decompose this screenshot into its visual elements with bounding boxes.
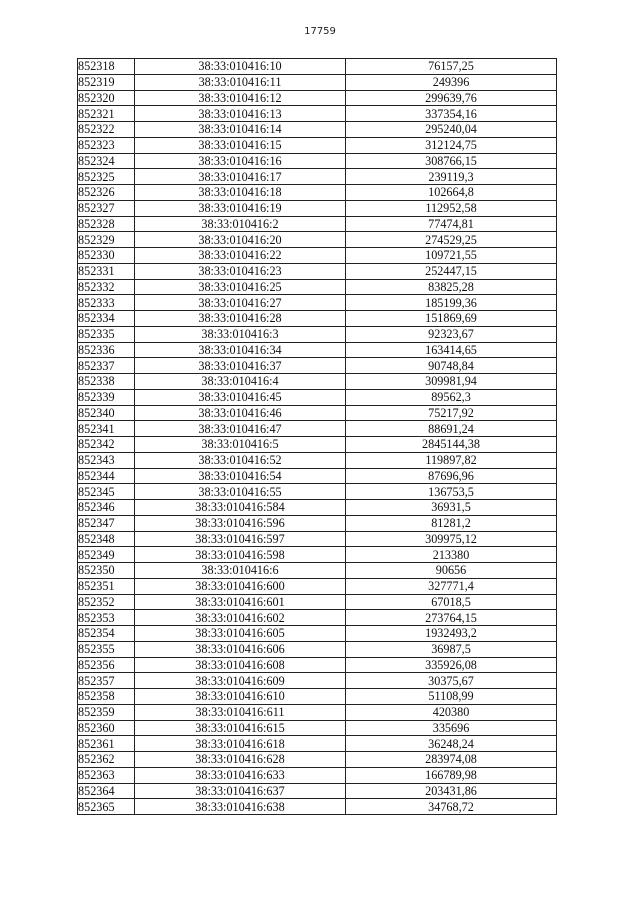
value-cell: 92323,67 [346,326,557,342]
cadastral-number-cell: 38:33:010416:4 [135,374,346,390]
record-number-cell: 852322 [78,122,135,138]
record-number-cell: 852359 [78,704,135,720]
table-row [78,106,557,122]
record-number-cell: 852354 [78,626,135,642]
value-cell: 76157,25 [346,59,557,75]
value-cell: 163414,65 [346,342,557,358]
record-number-cell: 852337 [78,358,135,374]
cadastral-number-cell: 38:33:010416:611 [135,704,346,720]
record-number-cell: 852342 [78,437,135,453]
value-cell: 90656 [346,563,557,579]
record-number-cell: 852326 [78,185,135,201]
table-row [78,578,557,594]
record-number-cell: 852321 [78,106,135,122]
cadastral-number-cell: 38:33:010416:2 [135,216,346,232]
table-row [78,326,557,342]
cadastral-number-cell: 38:33:010416:23 [135,263,346,279]
value-cell: 102664,8 [346,185,557,201]
table-row [78,421,557,437]
cadastral-number-cell: 38:33:010416:34 [135,342,346,358]
value-cell: 30375,67 [346,673,557,689]
value-cell: 151869,69 [346,311,557,327]
record-number-cell: 852333 [78,295,135,311]
page-number: 17759 [304,26,336,37]
table-row [78,531,557,547]
cadastral-number-cell: 38:33:010416:25 [135,279,346,295]
record-number-cell: 852360 [78,720,135,736]
value-cell: 239119,3 [346,169,557,185]
value-cell: 90748,84 [346,358,557,374]
cadastral-number-cell: 38:33:010416:596 [135,515,346,531]
value-cell: 335926,08 [346,657,557,673]
value-cell: 299639,76 [346,90,557,106]
table-row [78,720,557,736]
cadastral-number-cell: 38:33:010416:12 [135,90,346,106]
cadastral-number-cell: 38:33:010416:609 [135,673,346,689]
table-row [78,547,557,563]
table-row [78,90,557,106]
record-number-cell: 852345 [78,484,135,500]
table-row [78,752,557,768]
table-row [78,74,557,90]
table-row [78,452,557,468]
record-number-cell: 852338 [78,374,135,390]
cadastral-number-cell: 38:33:010416:45 [135,389,346,405]
cadastral-table [77,58,557,815]
cadastral-number-cell: 38:33:010416:47 [135,421,346,437]
value-cell: 83825,28 [346,279,557,295]
cadastral-number-cell: 38:33:010416:22 [135,248,346,264]
table-row [78,626,557,642]
record-number-cell: 852361 [78,736,135,752]
table-body [78,59,557,815]
record-number-cell: 852363 [78,767,135,783]
table-row [78,169,557,185]
cadastral-number-cell: 38:33:010416:637 [135,783,346,799]
record-number-cell: 852331 [78,263,135,279]
value-cell: 2845144,38 [346,437,557,453]
record-number-cell: 852356 [78,657,135,673]
table-row [78,311,557,327]
table-row [78,279,557,295]
cadastral-number-cell: 38:33:010416:598 [135,547,346,563]
value-cell: 249396 [346,74,557,90]
cadastral-number-cell: 38:33:010416:633 [135,767,346,783]
table-row [78,704,557,720]
value-cell: 309981,94 [346,374,557,390]
table-row [78,515,557,531]
table-row [78,405,557,421]
table-row [78,594,557,610]
record-number-cell: 852340 [78,405,135,421]
value-cell: 420380 [346,704,557,720]
record-number-cell: 852344 [78,468,135,484]
value-cell: 166789,98 [346,767,557,783]
cadastral-number-cell: 38:33:010416:18 [135,185,346,201]
record-number-cell: 852319 [78,74,135,90]
table-row [78,468,557,484]
value-cell: 36248,24 [346,736,557,752]
table-row [78,610,557,626]
value-cell: 1932493,2 [346,626,557,642]
cadastral-number-cell: 38:33:010416:584 [135,500,346,516]
table-row [78,484,557,500]
cadastral-number-cell: 38:33:010416:602 [135,610,346,626]
record-number-cell: 852358 [78,689,135,705]
table-row [78,153,557,169]
record-number-cell: 852349 [78,547,135,563]
value-cell: 335696 [346,720,557,736]
value-cell: 89562,3 [346,389,557,405]
value-cell: 88691,24 [346,421,557,437]
table-row [78,295,557,311]
value-cell: 309975,12 [346,531,557,547]
cadastral-number-cell: 38:33:010416:3 [135,326,346,342]
value-cell: 77474,81 [346,216,557,232]
record-number-cell: 852365 [78,799,135,815]
cadastral-number-cell: 38:33:010416:605 [135,626,346,642]
cadastral-number-cell: 38:33:010416:6 [135,563,346,579]
table-row [78,437,557,453]
cadastral-number-cell: 38:33:010416:628 [135,752,346,768]
record-number-cell: 852324 [78,153,135,169]
value-cell: 51108,99 [346,689,557,705]
record-number-cell: 852336 [78,342,135,358]
cadastral-number-cell: 38:33:010416:5 [135,437,346,453]
cadastral-number-cell: 38:33:010416:52 [135,452,346,468]
table-row [78,767,557,783]
value-cell: 136753,5 [346,484,557,500]
record-number-cell: 852355 [78,641,135,657]
value-cell: 327771,4 [346,578,557,594]
record-number-cell: 852330 [78,248,135,264]
value-cell: 87696,96 [346,468,557,484]
table-row [78,374,557,390]
cadastral-number-cell: 38:33:010416:10 [135,59,346,75]
table-row [78,263,557,279]
cadastral-number-cell: 38:33:010416:615 [135,720,346,736]
table-row [78,641,557,657]
value-cell: 203431,86 [346,783,557,799]
value-cell: 295240,04 [346,122,557,138]
cadastral-number-cell: 38:33:010416:15 [135,137,346,153]
cadastral-number-cell: 38:33:010416:20 [135,232,346,248]
record-number-cell: 852335 [78,326,135,342]
record-number-cell: 852334 [78,311,135,327]
record-number-cell: 852362 [78,752,135,768]
record-number-cell: 852350 [78,563,135,579]
value-cell: 274529,25 [346,232,557,248]
table-row [78,248,557,264]
cadastral-number-cell: 38:33:010416:597 [135,531,346,547]
value-cell: 67018,5 [346,594,557,610]
table-row [78,200,557,216]
record-number-cell: 852343 [78,452,135,468]
value-cell: 185199,36 [346,295,557,311]
record-number-cell: 852318 [78,59,135,75]
cadastral-number-cell: 38:33:010416:13 [135,106,346,122]
table-row [78,689,557,705]
cadastral-number-cell: 38:33:010416:19 [135,200,346,216]
record-number-cell: 852351 [78,578,135,594]
cadastral-number-cell: 38:33:010416:610 [135,689,346,705]
value-cell: 337354,16 [346,106,557,122]
cadastral-number-cell: 38:33:010416:608 [135,657,346,673]
table-row [78,389,557,405]
record-number-cell: 852339 [78,389,135,405]
table-row [78,59,557,75]
value-cell: 36931,5 [346,500,557,516]
table-row [78,736,557,752]
cadastral-number-cell: 38:33:010416:17 [135,169,346,185]
record-number-cell: 852364 [78,783,135,799]
record-number-cell: 852328 [78,216,135,232]
value-cell: 36987,5 [346,641,557,657]
table-row [78,500,557,516]
table-row [78,185,557,201]
value-cell: 119897,82 [346,452,557,468]
record-number-cell: 852320 [78,90,135,106]
value-cell: 112952,58 [346,200,557,216]
table-row [78,342,557,358]
value-cell: 283974,08 [346,752,557,768]
cadastral-number-cell: 38:33:010416:46 [135,405,346,421]
cadastral-number-cell: 38:33:010416:618 [135,736,346,752]
record-number-cell: 852341 [78,421,135,437]
value-cell: 213380 [346,547,557,563]
record-number-cell: 852352 [78,594,135,610]
table-row [78,673,557,689]
cadastral-number-cell: 38:33:010416:606 [135,641,346,657]
table-row [78,358,557,374]
table-row [78,122,557,138]
value-cell: 34768,72 [346,799,557,815]
cadastral-number-cell: 38:33:010416:28 [135,311,346,327]
value-cell: 252447,15 [346,263,557,279]
value-cell: 81281,2 [346,515,557,531]
value-cell: 75217,92 [346,405,557,421]
cadastral-number-cell: 38:33:010416:27 [135,295,346,311]
record-number-cell: 852353 [78,610,135,626]
table-row [78,657,557,673]
record-number-cell: 852325 [78,169,135,185]
cadastral-number-cell: 38:33:010416:16 [135,153,346,169]
value-cell: 312124,75 [346,137,557,153]
value-cell: 109721,55 [346,248,557,264]
value-cell: 273764,15 [346,610,557,626]
cadastral-number-cell: 38:33:010416:55 [135,484,346,500]
cadastral-number-cell: 38:33:010416:11 [135,74,346,90]
record-number-cell: 852347 [78,515,135,531]
record-number-cell: 852346 [78,500,135,516]
cadastral-number-cell: 38:33:010416:14 [135,122,346,138]
record-number-cell: 852357 [78,673,135,689]
table-row [78,799,557,815]
cadastral-number-cell: 38:33:010416:37 [135,358,346,374]
value-cell: 308766,15 [346,153,557,169]
record-number-cell: 852332 [78,279,135,295]
table-row [78,137,557,153]
record-number-cell: 852329 [78,232,135,248]
table-row [78,232,557,248]
record-number-cell: 852327 [78,200,135,216]
record-number-cell: 852348 [78,531,135,547]
cadastral-number-cell: 38:33:010416:601 [135,594,346,610]
table-row [78,563,557,579]
table-row [78,216,557,232]
cadastral-number-cell: 38:33:010416:638 [135,799,346,815]
record-number-cell: 852323 [78,137,135,153]
cadastral-number-cell: 38:33:010416:600 [135,578,346,594]
cadastral-number-cell: 38:33:010416:54 [135,468,346,484]
table-row [78,783,557,799]
